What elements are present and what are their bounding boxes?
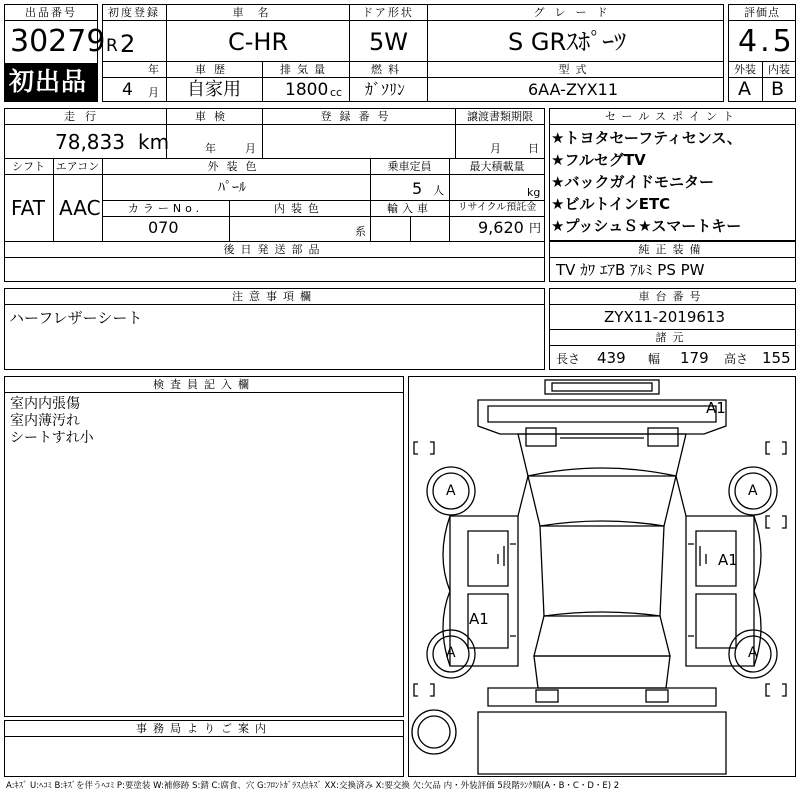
fuel-value: ｶﾞｿﾘﾝ — [365, 80, 406, 99]
transfer-doc-label: 譲渡書類期限 — [467, 110, 533, 123]
capacity-value: 5 — [412, 179, 423, 198]
transfer-month-unit: 月 — [490, 142, 501, 155]
recycle-unit: 円 — [529, 221, 542, 235]
length-label: 長さ — [556, 352, 581, 366]
interior-grade-label: 内装 — [768, 63, 790, 76]
capacity-unit: 人 — [433, 184, 444, 197]
first-listing-badge — [5, 63, 97, 101]
damage-mark-rear-left-wheel: A — [446, 645, 456, 661]
int-color-label: 内装色 — [274, 202, 325, 215]
sales-point-item: ★ビルトインETC — [551, 195, 671, 213]
fuel-label: 燃料 — [371, 63, 405, 76]
ext-color-label: 外装色 — [207, 160, 265, 173]
inspector-label: 検査員記入欄 — [153, 378, 255, 391]
model-value: 6AA-ZYX11 — [528, 80, 618, 99]
inspection-year-unit: 年 — [205, 142, 216, 155]
later-parts-label: 後日発送部品 — [223, 243, 326, 256]
width-label: 幅 — [648, 352, 661, 366]
reg-no-label: 登録番号 — [320, 110, 397, 123]
era-letter: R — [106, 36, 118, 56]
inspector-line: シートすれ小 — [10, 430, 94, 446]
dims-label: 諸元 — [655, 331, 690, 344]
sales-point-item: ★バックガイドモニター — [551, 173, 714, 191]
damage-mark-front-left-wheel: A — [446, 483, 456, 499]
score-label: 評価点 — [744, 6, 780, 19]
displacement-unit: cc — [330, 86, 343, 99]
width-value: 179 — [680, 349, 709, 367]
load-unit: kg — [527, 186, 541, 199]
legend-text: A:ｷｽﾞ U:ﾍｺﾐ B:ｷｽﾞを伴うﾍｺﾐ P:要塗装 W:補修跡 S:錆 C:腐食、穴 G:ﾌﾛﾝﾄｶﾞﾗｽ点ｷｽﾞ XX:交換済み X:要交換 欠:欠品 内・外装評価 5段階ﾗﾝｸ順(A・B・C・D・E) 2 — [6, 781, 620, 791]
car-name: C-HR — [228, 28, 289, 56]
registration-year: 2 — [120, 30, 136, 58]
sales-point-item: ★プッシュＳ★スマートキー — [551, 217, 742, 235]
ac-value: AAC — [59, 196, 101, 220]
score-value: 4.5 — [738, 24, 795, 59]
color-no-label: カラーNo. — [127, 202, 204, 215]
sales-points-label: セールスポイント — [604, 110, 740, 123]
registration-month: 4 — [122, 80, 133, 100]
grade: S GRｽﾎﾟｰﾂ — [508, 28, 627, 56]
inspection-label: 車検 — [195, 110, 233, 123]
color-no-value: 070 — [148, 218, 179, 237]
door-label: ドア形状 — [362, 6, 414, 19]
length-value: 439 — [597, 349, 626, 367]
exterior-grade-label: 外装 — [734, 63, 756, 76]
damage-mark-left-rear: A1 — [469, 610, 489, 628]
recycle-label: リサイクル預託金 — [457, 202, 537, 213]
car-diagram — [408, 376, 796, 777]
door-type: 5W — [369, 28, 408, 56]
notes-label: 注意事項欄 — [232, 290, 317, 303]
year-unit: 年 — [148, 63, 159, 76]
shift-label: シフト — [12, 160, 45, 173]
sales-point-item: ★トヨタセーフティセンス、 — [551, 129, 742, 147]
car-name-label: 車名 — [232, 6, 283, 19]
damage-mark-rear-right-wheel: A — [748, 645, 758, 661]
recycle-value: 9,620 — [478, 218, 524, 237]
interior-grade: B — [771, 78, 785, 100]
chassis-number: ZYX11-2019613 — [604, 308, 726, 326]
first-listing-text: 初出品 — [9, 67, 88, 96]
lot-number: 30279 — [10, 24, 106, 59]
damage-mark-right-side: A1 — [718, 551, 738, 569]
grade-label: グレード — [533, 6, 618, 19]
equipment-label: 純正装備 — [638, 243, 707, 256]
ext-color-value: ﾊﾟｰﾙ — [218, 180, 246, 196]
chassis-label: 車台番号 — [638, 290, 707, 303]
load-label: 最大積載量 — [469, 160, 525, 173]
mileage-label: 走行 — [64, 110, 106, 123]
shift-value: FAT — [11, 196, 46, 220]
history-label: 車歴 — [195, 63, 233, 76]
displacement-value: 1800 — [285, 80, 329, 100]
inspection-month-unit: 月 — [245, 142, 256, 155]
equipment-value: TV ｶﾜ ｴｱB ｱﾙﾐ PS PW — [556, 261, 705, 279]
mileage-value: 78,833 — [55, 130, 125, 154]
capacity-label: 乗車定員 — [387, 160, 432, 173]
damage-mark-front-right-wheel: A — [748, 483, 758, 499]
height-label: 高さ — [724, 352, 749, 366]
first-reg-label: 初度登録 — [108, 6, 160, 19]
office-label: 事務局よりご案内 — [136, 722, 272, 735]
history-value: 自家用 — [187, 79, 241, 100]
notes-text: ハーフレザーシート — [9, 309, 143, 327]
sales-point-item: ★フルセグTV — [551, 151, 646, 169]
displacement-label: 排気量 — [280, 63, 331, 76]
transfer-day-unit: 日 — [528, 142, 539, 155]
month-unit: 月 — [148, 86, 159, 99]
ac-label: エアコン — [55, 160, 100, 173]
int-color-unit: 系 — [355, 225, 366, 238]
inspector-line: 室内薄汚れ — [10, 413, 80, 429]
height-value: 155 — [762, 349, 791, 367]
model-label: 型式 — [558, 63, 593, 76]
mileage-unit: km — [138, 130, 170, 154]
lot-number-label: 出品番号 — [25, 6, 77, 19]
exterior-grade: A — [738, 78, 751, 100]
damage-mark-top-right: A1 — [706, 399, 726, 417]
import-label: 輸入車 — [387, 202, 432, 215]
inspector-line: 室内内張傷 — [10, 396, 80, 412]
